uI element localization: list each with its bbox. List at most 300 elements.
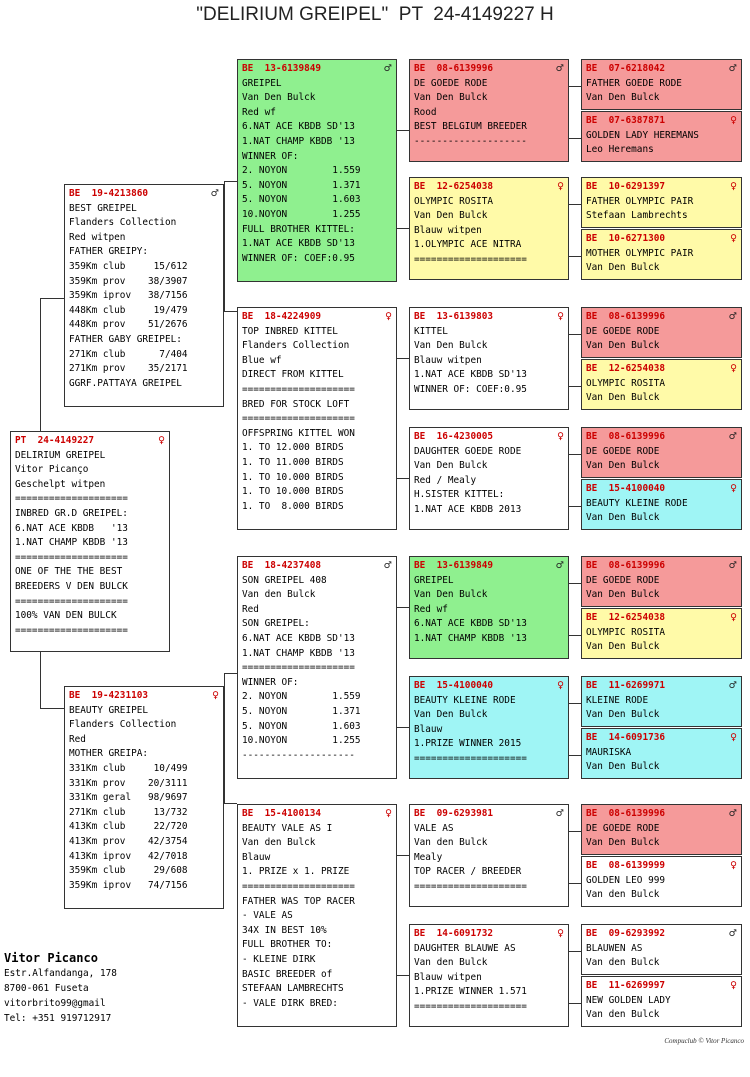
card-line: MAURISKA — [586, 746, 632, 758]
card-line: 2. NOYON 1.559 — [242, 165, 361, 177]
female-symbol-icon: ♀ — [730, 233, 737, 244]
pigeon-card — [237, 307, 397, 530]
pigeon-card — [581, 608, 742, 659]
card-line: WINNER OF: — [242, 676, 299, 688]
card-header — [414, 679, 564, 694]
connector-line — [569, 703, 581, 704]
card-line: WINNER OF: — [242, 150, 299, 162]
card-line: 413Km prov 42/3754 — [69, 835, 188, 847]
card-header — [242, 807, 392, 822]
card-header — [15, 434, 165, 449]
card-line: 413Km club 22/720 — [69, 821, 188, 833]
card-line: 6.NAT ACE KBDB SD'13 — [414, 618, 527, 630]
card-line: 1.NAT ACE KBDB SD'13 — [242, 238, 355, 250]
ring-number: BE 12-6254038 — [586, 363, 666, 374]
card-line: 1. TO 11.000 BIRDS — [242, 456, 344, 468]
card-header — [242, 310, 392, 325]
connector-line — [224, 673, 237, 674]
card-line: Van Den Bulck — [586, 340, 660, 352]
female-symbol-icon: ♀ — [730, 732, 737, 743]
ring-number: BE 12-6254038 — [586, 612, 666, 623]
female-symbol-icon: ♀ — [730, 612, 737, 623]
card-line: ==================== — [15, 595, 128, 607]
card-line: Van den Bulck — [242, 589, 316, 601]
card-line: 5. NOYON 1.371 — [242, 179, 361, 191]
female-symbol-icon: ♀ — [557, 680, 564, 691]
ring-number: BE 09-6293981 — [414, 808, 494, 819]
connector-line — [397, 358, 409, 359]
female-symbol-icon: ♀ — [557, 928, 564, 939]
connector-line — [569, 583, 581, 584]
card-line: Stefaan Lambrechts — [586, 210, 688, 222]
pigeon-card — [581, 856, 742, 907]
connector-line — [397, 607, 409, 608]
pigeon-card — [581, 728, 742, 779]
connector-line — [397, 975, 409, 976]
card-line: Van den Bulck — [414, 837, 488, 849]
contact-line: vitorbrito99@gmail — [4, 998, 106, 1009]
card-line: 1.NAT CHAMP KBDB '13 — [15, 537, 128, 549]
card-line: 1. TO 8.000 BIRDS — [242, 500, 344, 512]
pigeon-card — [409, 177, 569, 280]
card-line: - VALE DIRK BRED: — [242, 997, 338, 1009]
card-line: GOLDEN LEO 999 — [586, 874, 666, 886]
card-line: DE GOEDE RODE — [586, 445, 660, 457]
pigeon-card — [64, 686, 224, 909]
connector-line — [569, 506, 581, 507]
pigeon-card — [581, 676, 742, 727]
card-line: 1.NAT CHAMP KBDB '13 — [414, 632, 527, 644]
card-header — [586, 927, 737, 942]
ring-number: BE 08-6139996 — [586, 431, 666, 442]
pigeon-card — [409, 676, 569, 779]
female-symbol-icon: ♀ — [730, 483, 737, 494]
card-line: BEAUTY KLEINE RODE — [414, 694, 516, 706]
card-line: BEAUTY GREIPEL — [69, 704, 149, 716]
card-line: 6.NAT ACE KBDB SD'13 — [242, 632, 355, 644]
male-symbol-icon: ♂ — [728, 928, 737, 939]
card-line: NEW GOLDEN LADY — [586, 994, 671, 1006]
card-line: Red witpen — [69, 231, 126, 243]
card-line: MOTHER GREIPA: — [69, 748, 149, 760]
male-symbol-icon: ♂ — [728, 808, 737, 819]
card-line: BEAUTY KLEINE RODE — [586, 497, 688, 509]
card-line: 6.NAT ACE KBDB '13 — [15, 522, 128, 534]
card-line: MOTHER OLYMPIC PAIR — [586, 247, 694, 259]
card-line: Van Den Bulck — [586, 92, 660, 104]
female-symbol-icon: ♀ — [557, 311, 564, 322]
card-line: Van Den Bulck — [414, 460, 488, 472]
card-line: Flanders Collection — [69, 719, 177, 731]
card-line: OFFSPRING KITTEL WON — [242, 427, 355, 439]
card-line: Van Den Bulck — [414, 340, 488, 352]
card-header — [414, 180, 564, 195]
card-line: Blauw witpen — [414, 971, 482, 983]
card-header — [586, 232, 737, 247]
connector-line — [569, 334, 581, 335]
card-line: GREIPEL — [414, 574, 454, 586]
connector-line — [569, 831, 581, 832]
card-line: Van Den Bulck — [586, 460, 660, 472]
card-header — [242, 62, 392, 77]
card-line: Van den Bulck — [586, 889, 660, 901]
card-header — [586, 807, 737, 822]
ring-number: BE 13-6139849 — [242, 63, 322, 74]
pigeon-card — [409, 427, 569, 530]
card-line: Van Den Bulck — [586, 761, 660, 773]
male-symbol-icon: ♂ — [555, 63, 564, 74]
connector-line — [569, 386, 581, 387]
connector-line — [569, 256, 581, 257]
card-line: -------------------- — [414, 135, 527, 147]
male-symbol-icon: ♂ — [728, 431, 737, 442]
card-header — [414, 62, 564, 77]
card-line: ==================== — [242, 383, 355, 395]
card-line: 10.NOYON 1.255 — [242, 735, 361, 747]
male-symbol-icon: ♂ — [555, 560, 564, 571]
ring-number: BE 07-6387871 — [586, 115, 666, 126]
connector-line — [397, 130, 409, 131]
pigeon-card — [409, 307, 569, 410]
card-line: ==================== — [15, 624, 128, 636]
card-line: OLYMPIC ROSITA — [414, 195, 494, 207]
card-line: Blauw — [242, 851, 271, 863]
card-line: Van Den Bulck — [414, 589, 488, 601]
female-symbol-icon: ♀ — [557, 181, 564, 192]
card-header — [242, 559, 392, 574]
card-line: VALE AS — [414, 822, 454, 834]
card-line: TOP INBRED KITTEL — [242, 325, 338, 337]
ring-number: BE 15-4100134 — [242, 808, 322, 819]
male-symbol-icon: ♂ — [728, 311, 737, 322]
card-line: 100% VAN DEN BULCK — [15, 610, 117, 622]
card-line: -------------------- — [242, 749, 355, 761]
breeder-contact — [4, 950, 117, 1026]
card-line: Van Den Bulck — [586, 262, 660, 274]
card-line: Blauw witpen — [414, 224, 482, 236]
card-line: Flanders Collection — [242, 340, 350, 352]
card-line: BLAUWEN AS — [586, 942, 643, 954]
connector-line — [569, 635, 581, 636]
pigeon-card — [581, 976, 742, 1027]
card-line: ONE OF THE THE BEST — [15, 566, 123, 578]
card-line: 6.NAT ACE KBDB SD'13 — [242, 121, 355, 133]
card-line: 1.NAT CHAMP KBDB '13 — [242, 135, 355, 147]
male-symbol-icon: ♂ — [383, 560, 392, 571]
pigeon-card — [581, 479, 742, 530]
ring-number: BE 08-6139996 — [586, 560, 666, 571]
card-line: Van den Bulck — [586, 1009, 660, 1021]
card-line: ==================== — [414, 253, 527, 265]
card-line: 1. PRIZE x 1. PRIZE — [242, 866, 350, 878]
card-line: Van Den Bulck — [586, 641, 660, 653]
connector-line — [40, 298, 64, 299]
card-header — [69, 689, 219, 704]
card-line: WINNER OF: COEF:0.95 — [414, 383, 527, 395]
card-line: DE GOEDE RODE — [586, 574, 660, 586]
card-line: Van Den Bulck — [586, 392, 660, 404]
card-line: DAUGHTER GOEDE RODE — [414, 445, 522, 457]
card-line: Red — [242, 603, 259, 615]
card-line: Van Den Bulck — [242, 92, 316, 104]
male-symbol-icon: ♂ — [383, 63, 392, 74]
male-symbol-icon: ♂ — [728, 680, 737, 691]
male-symbol-icon: ♂ — [728, 560, 737, 571]
card-line: 1.NAT CHAMP KBDB '13 — [242, 647, 355, 659]
card-header — [586, 559, 737, 574]
card-line: FATHER GREIPY: — [69, 246, 149, 258]
card-line: 1.PRIZE WINNER 2015 — [414, 738, 522, 750]
card-line: BASIC BREEDER of — [242, 968, 333, 980]
card-line: BEAUTY VALE AS I — [242, 822, 333, 834]
card-line: GOLDEN LADY HEREMANS — [586, 129, 699, 141]
female-symbol-icon: ♀ — [730, 980, 737, 991]
card-line: Red / Mealy — [414, 474, 477, 486]
card-line: FULL BROTHER KITTEL: — [242, 223, 355, 235]
connector-line — [397, 855, 409, 856]
card-line: OLYMPIC ROSITA — [586, 377, 666, 389]
ring-number: BE 10-6271300 — [586, 233, 666, 244]
card-line: 359Km iprov 38/7156 — [69, 290, 188, 302]
card-header — [586, 979, 737, 994]
connector-line — [569, 1003, 581, 1004]
card-line: STEFAAN LAMBRECHTS — [242, 983, 344, 995]
card-line: 10.NOYON 1.255 — [242, 208, 361, 220]
card-header — [69, 187, 219, 202]
card-line: 271Km prov 35/2171 — [69, 363, 188, 375]
card-header — [586, 679, 737, 694]
card-line: Van Den Bulck — [414, 92, 488, 104]
credit-text: Compuclub © Vitor Picanco — [664, 1037, 744, 1045]
card-line: DIRECT FROM KITTEL — [242, 369, 344, 381]
card-line: 1. TO 12.000 BIRDS — [242, 442, 344, 454]
card-line: DE GOEDE RODE — [414, 77, 488, 89]
card-line: Van Den Bulck — [414, 709, 488, 721]
pigeon-card — [581, 427, 742, 478]
card-line: Geschelpt witpen — [15, 478, 106, 490]
card-line: 359Km iprov 74/7156 — [69, 879, 188, 891]
pigeon-card — [409, 556, 569, 659]
card-line: 2. NOYON 1.559 — [242, 691, 361, 703]
ring-number: BE 18-4237408 — [242, 560, 322, 571]
card-line: SON GREIPEL 408 — [242, 574, 327, 586]
female-symbol-icon: ♀ — [557, 431, 564, 442]
card-line: Flanders Collection — [69, 217, 177, 229]
pigeon-card — [581, 924, 742, 975]
ring-number: BE 08-6139996 — [414, 63, 494, 74]
connector-line — [397, 228, 409, 229]
pigeon-card — [581, 59, 742, 110]
card-header — [586, 731, 737, 746]
card-line: FATHER WAS TOP RACER — [242, 895, 355, 907]
card-line: KLEINE RODE — [586, 694, 649, 706]
ring-number: BE 11-6269971 — [586, 680, 666, 691]
card-line: Red wf — [242, 106, 276, 118]
card-line: Van Den Bulck — [586, 709, 660, 721]
connector-line — [569, 951, 581, 952]
card-line: SON GREIPEL: — [242, 618, 310, 630]
card-line: Mealy — [414, 851, 443, 863]
card-header — [414, 310, 564, 325]
card-line: - KLEINE DIRK — [242, 953, 316, 965]
ring-number: BE 07-6218042 — [586, 63, 666, 74]
female-symbol-icon: ♀ — [730, 181, 737, 192]
pigeon-card — [581, 556, 742, 607]
card-line: OLYMPIC ROSITA — [586, 626, 666, 638]
card-line: Red wf — [414, 603, 448, 615]
contact-line: Tel: +351 919712917 — [4, 1013, 112, 1024]
card-line: ==================== — [15, 493, 128, 505]
card-line: 1.NAT ACE KBDB 2013 — [414, 503, 522, 515]
card-header — [586, 430, 737, 445]
female-symbol-icon: ♀ — [730, 860, 737, 871]
card-header — [586, 62, 737, 77]
card-header — [414, 559, 564, 574]
pigeon-card — [237, 556, 397, 779]
card-line: DE GOEDE RODE — [586, 822, 660, 834]
card-line: Blauw witpen — [414, 354, 482, 366]
card-line: ==================== — [414, 880, 527, 892]
ring-number: BE 19-4213860 — [69, 188, 149, 199]
card-line: BEST BELGIUM BREEDER — [414, 121, 527, 133]
card-line: 1. TO 10.000 BIRDS — [242, 471, 344, 483]
card-line: 359Km prov 38/3907 — [69, 275, 188, 287]
ring-number: BE 19-4231103 — [69, 690, 149, 701]
card-line: ==================== — [15, 551, 128, 563]
contact-line: 8700-061 Fuseta — [4, 983, 89, 994]
card-line: DELIRIUM GREIPEL — [15, 449, 106, 461]
page-title: "DELIRIUM GREIPEL" PT 24-4149227 H — [196, 4, 554, 25]
card-line: 1.PRIZE WINNER 1.571 — [414, 986, 527, 998]
card-line: 448Km prov 51/2676 — [69, 319, 188, 331]
card-line: Red — [69, 733, 86, 745]
card-line: 359Km club 29/608 — [69, 865, 188, 877]
card-line: Van Den Bulck — [586, 589, 660, 601]
pigeon-card — [10, 431, 170, 652]
card-header — [586, 180, 737, 195]
card-line: FATHER GABY GREIPEL: — [69, 333, 182, 345]
connector-line — [224, 673, 225, 803]
pigeon-card — [581, 111, 742, 162]
card-header — [586, 482, 737, 497]
card-header — [414, 430, 564, 445]
card-line: BEST GREIPEL — [69, 202, 137, 214]
connector-line — [569, 454, 581, 455]
connector-line — [397, 478, 409, 479]
pigeon-card — [409, 59, 569, 162]
ring-number: BE 13-6139849 — [414, 560, 494, 571]
ring-number: BE 08-6139999 — [586, 860, 666, 871]
card-line: H.SISTER KITTEL: — [414, 489, 505, 501]
card-header — [586, 362, 737, 377]
ring-number: BE 15-4100040 — [586, 483, 666, 494]
ring-number: BE 12-6254038 — [414, 181, 494, 192]
connector-line — [569, 883, 581, 884]
pigeon-card — [237, 59, 397, 282]
card-header — [414, 807, 564, 822]
card-line: Van Den Bulck — [586, 512, 660, 524]
connector-line — [224, 803, 237, 804]
connector-line — [224, 311, 237, 312]
ring-number: BE 11-6269997 — [586, 980, 666, 991]
card-line: INBRED GR.D GREIPEL: — [15, 507, 128, 519]
male-symbol-icon: ♂ — [728, 63, 737, 74]
female-symbol-icon: ♀ — [730, 363, 737, 374]
card-line: 1. TO 10.000 BIRDS — [242, 486, 344, 498]
connector-line — [569, 204, 581, 205]
card-line: 359Km club 15/612 — [69, 260, 188, 272]
card-header — [586, 114, 737, 129]
card-line: DE GOEDE RODE — [586, 325, 660, 337]
female-symbol-icon: ♀ — [158, 435, 165, 446]
ring-number: BE 08-6139996 — [586, 311, 666, 322]
card-line: 331Km prov 20/3111 — [69, 777, 188, 789]
ring-number: BE 09-6293992 — [586, 928, 666, 939]
card-line: 448Km club 19/479 — [69, 304, 188, 316]
female-symbol-icon: ♀ — [212, 690, 219, 701]
card-line: ==================== — [242, 413, 355, 425]
pigeon-card — [64, 184, 224, 407]
ring-number: BE 16-4230005 — [414, 431, 494, 442]
card-line: 271Km club 7/404 — [69, 348, 188, 360]
card-line: 34X IN BEST 10% — [242, 924, 327, 936]
pigeon-card — [409, 804, 569, 907]
card-line: FULL BROTHER TO: — [242, 939, 333, 951]
card-line: 5. NOYON 1.371 — [242, 705, 361, 717]
connector-line — [40, 708, 64, 709]
card-line: GREIPEL — [242, 77, 282, 89]
card-line: Rood — [414, 106, 437, 118]
male-symbol-icon: ♂ — [210, 188, 219, 199]
card-line: Van den Bulck — [414, 957, 488, 969]
card-line: FATHER GOEDE RODE — [586, 77, 682, 89]
card-line: - VALE AS — [242, 910, 293, 922]
card-line: KITTEL — [414, 325, 448, 337]
card-header — [586, 310, 737, 325]
ring-number: BE 15-4100040 — [414, 680, 494, 691]
pigeon-card — [581, 359, 742, 410]
ring-number: BE 08-6139996 — [586, 808, 666, 819]
pigeon-card — [237, 804, 397, 1027]
ring-number: BE 14-6091732 — [414, 928, 494, 939]
card-line: Blue wf — [242, 354, 282, 366]
ring-number: PT 24-4149227 — [15, 435, 95, 446]
card-header — [586, 859, 737, 874]
card-line: ==================== — [414, 1000, 527, 1012]
male-symbol-icon: ♂ — [555, 808, 564, 819]
connector-line — [224, 181, 225, 311]
card-line: Van Den Bulck — [414, 210, 488, 222]
card-line: 331Km club 10/499 — [69, 762, 188, 774]
card-line: Van den Bulck — [586, 957, 660, 969]
card-line: Van den Bulck — [242, 837, 316, 849]
card-line: Blauw — [414, 723, 443, 735]
card-line: ==================== — [242, 880, 355, 892]
card-line: 5. NOYON 1.603 — [242, 194, 361, 206]
card-line: 271Km club 13/732 — [69, 806, 188, 818]
card-line: WINNER OF: COEF:0.95 — [242, 252, 355, 264]
connector-line — [40, 652, 41, 708]
connector-line — [569, 755, 581, 756]
female-symbol-icon: ♀ — [385, 311, 392, 322]
card-line: FATHER OLYMPIC PAIR — [586, 195, 694, 207]
pigeon-card — [581, 177, 742, 228]
pigeon-card — [409, 924, 569, 1027]
card-line: BREEDERS V DEN BULCK — [15, 580, 128, 592]
connector-line — [569, 138, 581, 139]
connector-line — [224, 181, 237, 182]
card-line: ==================== — [414, 752, 527, 764]
